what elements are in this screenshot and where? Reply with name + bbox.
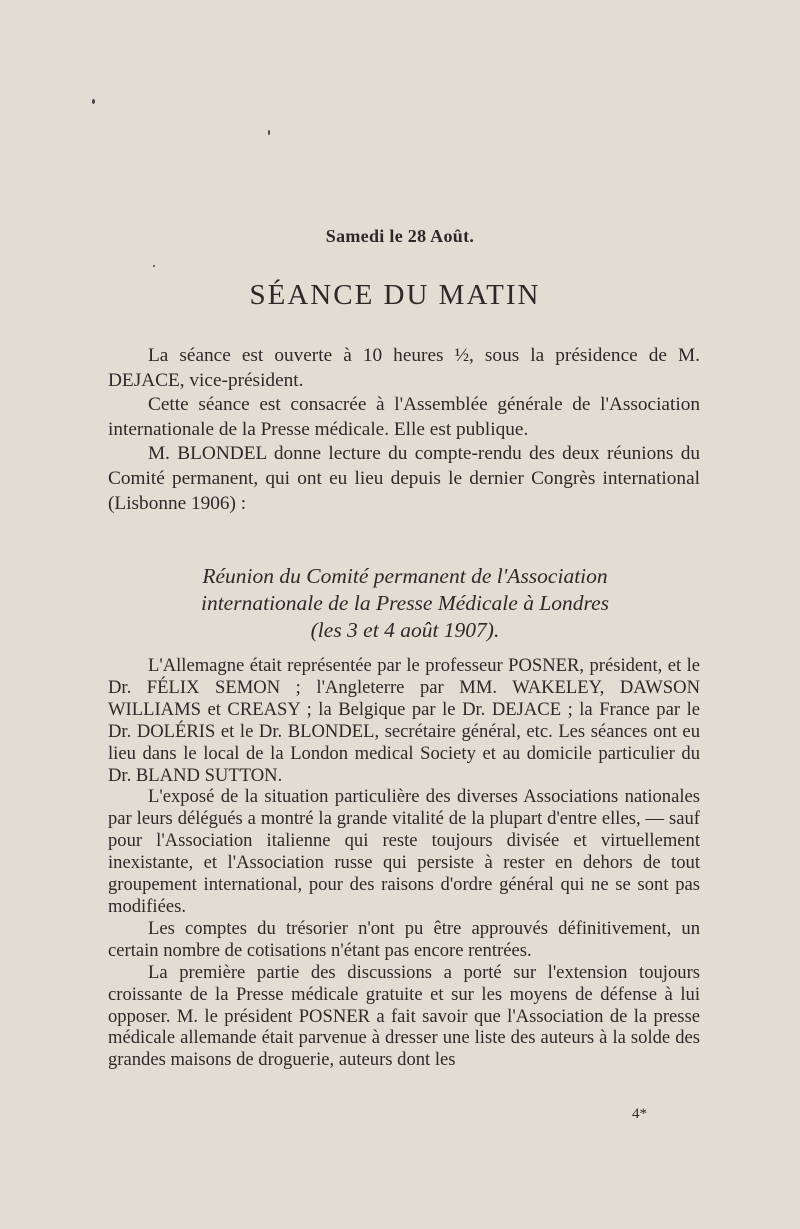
- paragraph: La première partie des discussions a porté sur l'extension toujours croissante de la Presse médicale gratuite et sur les moyens de défense à lui opposer. M. le président POSNER a fait savoir que l'Association de la presse médicale allemande était parvenue à dresser une liste des auteurs à la solde des grandes maisons de droguerie, auteurs dont les: [108, 961, 700, 1071]
- ink-speck: [92, 99, 95, 104]
- signature-mark: 4*: [632, 1106, 647, 1122]
- section-subheading: [150, 563, 660, 644]
- paragraph: La séance est ouverte à 10 heures ½, sous la présidence de M. DEJACE, vice-président.: [108, 345, 700, 391]
- intro-text: [108, 344, 700, 516]
- subheading-line: internationale de la Presse Médicale à Londres: [200, 591, 610, 615]
- subheading-line: Réunion du Comité permanent de l'Association: [202, 564, 608, 588]
- paragraph: L'exposé de la situation particulière des diverses Associations nationales par leurs délégués a montré la grande vitalité de la plupart d'entre elles, — sauf pour l'Association italienne qui reste toujours divisée et virtuellement inexistante, et l'Association russe qui persiste à rester en dehors de tout groupement international, pour des raisons d'ordre général qui ne se sont pas modifiées.: [108, 786, 700, 917]
- session-title: SÉANCE DU MATIN: [249, 279, 541, 311]
- paragraph: Cette séance est consacrée à l'Assemblée générale de l'Association internationale de la Presse médicale. Elle est publique.: [108, 394, 700, 440]
- subheading-line: (les 3 et 4 août 1907).: [310, 618, 500, 642]
- ink-speck: [268, 130, 270, 135]
- paragraph: Les comptes du trésorier n'ont pu être approuvés définitivement, un certain nombre de cotisations n'étant pas encore rentrées.: [108, 917, 700, 961]
- session-date: Samedi le 28 Août.: [325, 226, 475, 246]
- report-text: [108, 655, 700, 1071]
- paragraph: L'Allemagne était représentée par le professeur POSNER, président, et le Dr. FÉLIX SEMON ; l'Angleterre par MM. WAKELEY, DAWSON WILLIAMS et CREASY ; la Belgique par le Dr. DEJACE ; la France par le Dr. DOLÉRIS et le Dr. BLONDEL, secrétaire général, etc. Les séances ont eu lieu dans le local de la London medical Society et au domicile particulier du Dr. BLAND SUTTON.: [108, 655, 700, 786]
- paragraph: M. BLONDEL donne lecture du compte-rendu des deux réunions du Comité permanent, qui ont eu lieu depuis le dernier Congrès international (Lisbonne 1906) :: [108, 443, 700, 514]
- ink-speck: [153, 265, 155, 267]
